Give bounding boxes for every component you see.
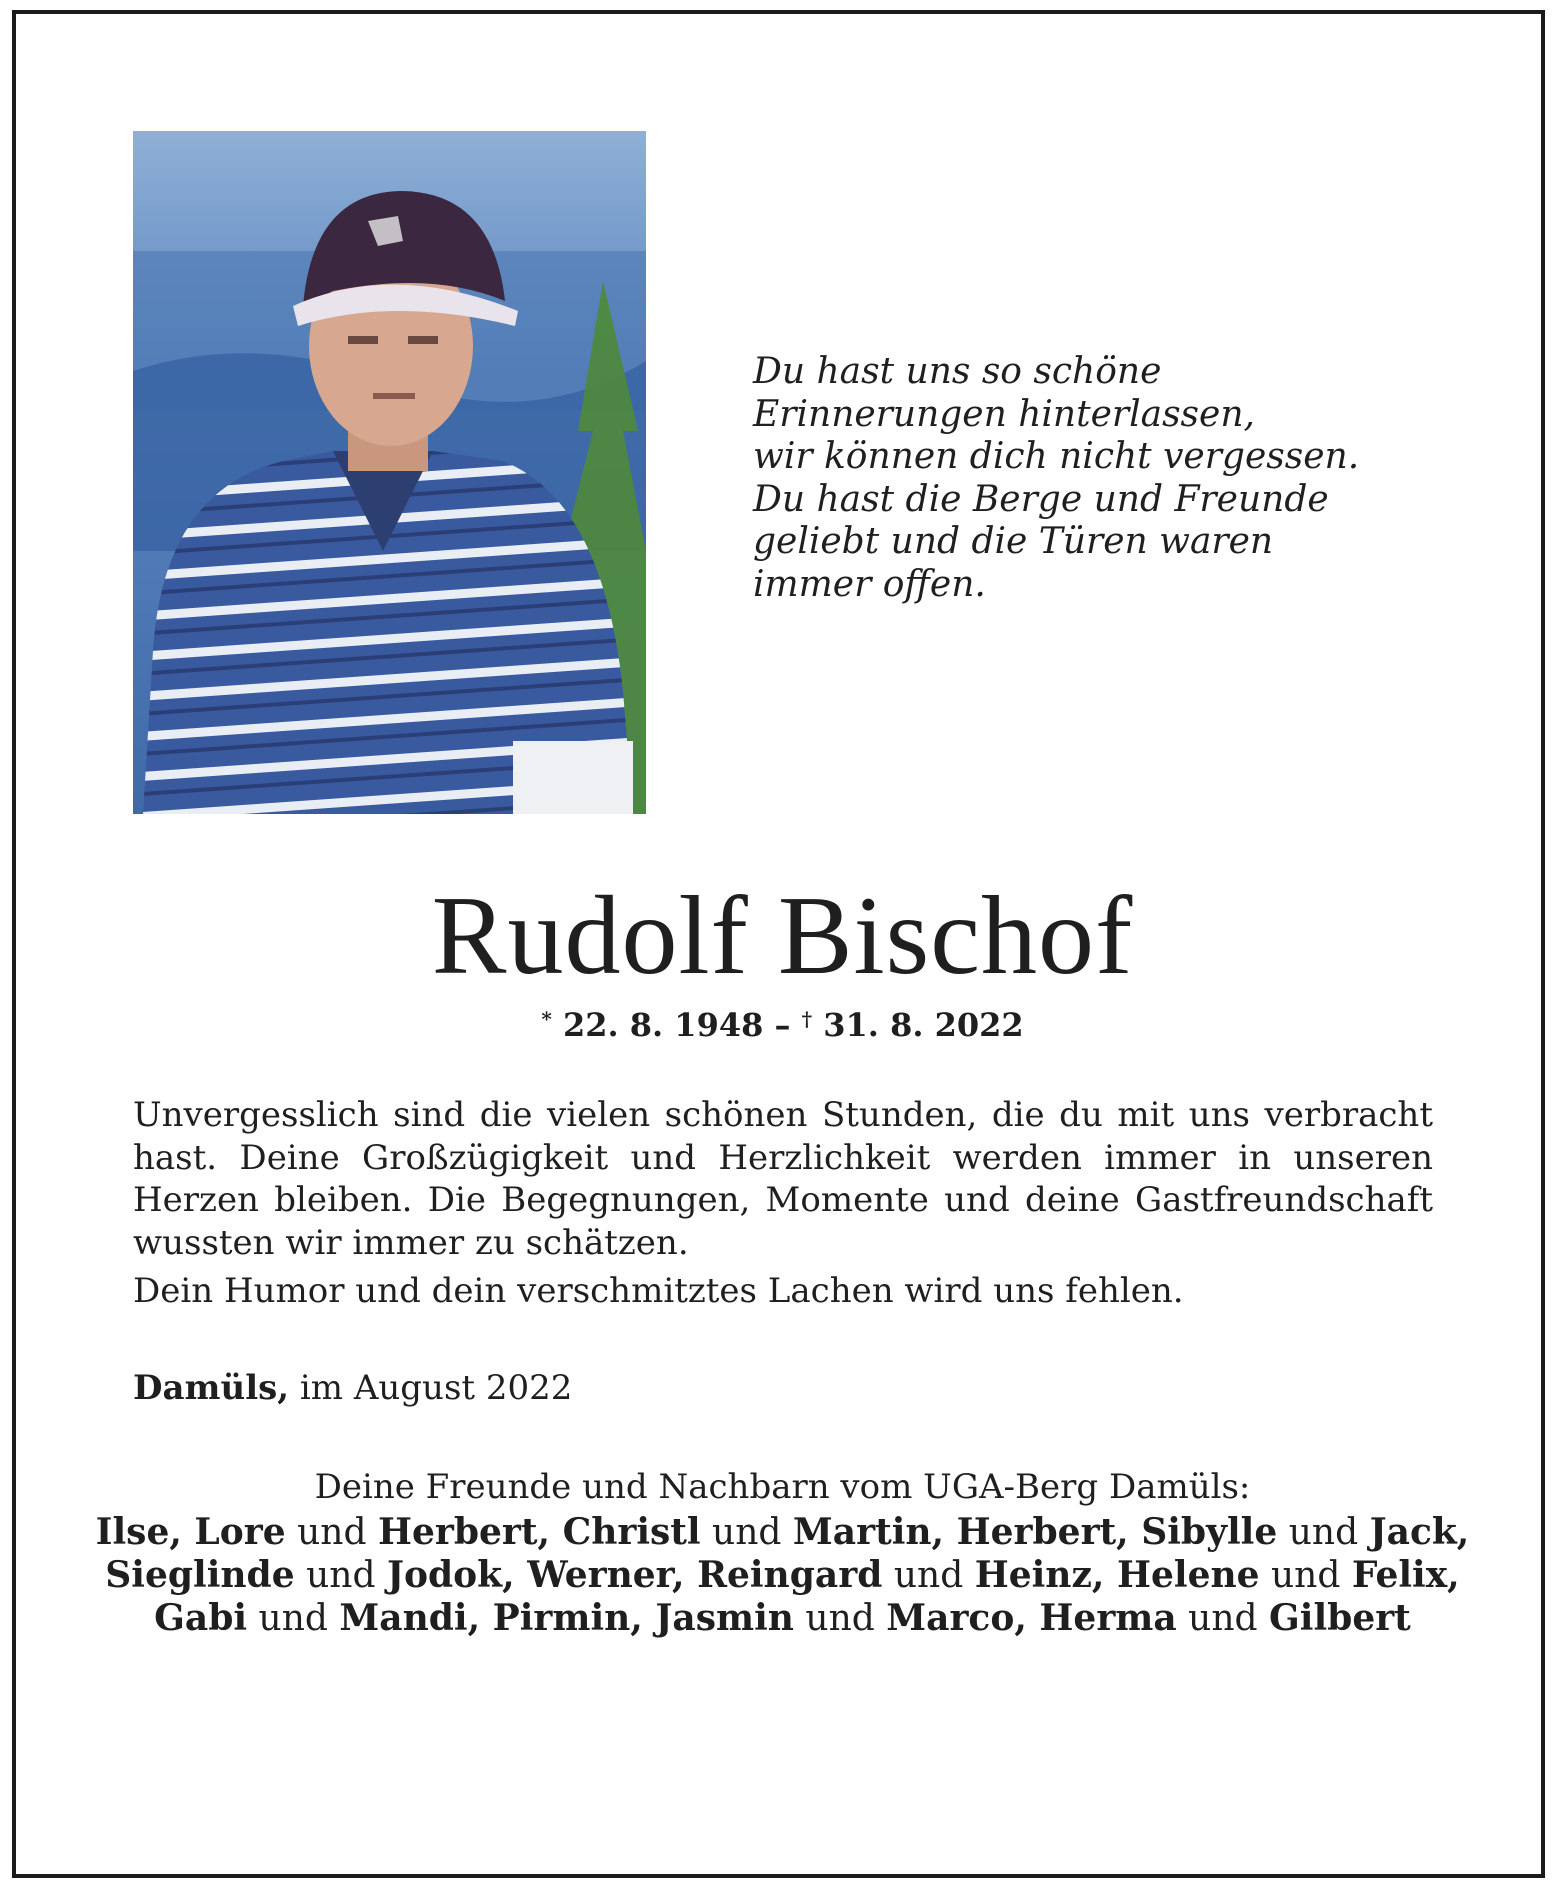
signer-name: Gabi xyxy=(154,1597,248,1639)
place-month: im August 2022 xyxy=(289,1368,573,1408)
death-symbol: † xyxy=(801,1007,813,1031)
signer-name: Heinz, xyxy=(974,1554,1117,1596)
tribute-paragraph: Dein Humor und dein verschmitztes Lachen wird uns fehlen. xyxy=(133,1271,1184,1311)
quote-line: geliebt und die Türen waren xyxy=(753,521,1274,562)
quote-line: Du hast uns so schöne xyxy=(753,351,1162,392)
signer-conjunction: und xyxy=(1277,1512,1370,1553)
signer-name: Christl xyxy=(562,1511,701,1553)
quote-line: wir können dich nicht vergessen. xyxy=(753,436,1360,477)
signers-line xyxy=(76,1597,1489,1640)
signer-name: Jack, xyxy=(1369,1511,1470,1553)
signer-name: Herbert, xyxy=(956,1511,1142,1553)
signer-name: Jodok, xyxy=(386,1554,528,1596)
signer-name: Pirmin, xyxy=(492,1597,656,1639)
tribute-paragraph: Unvergesslich sind die vielen schönen Stunden, die du mit uns verbracht hast. Deine Großzügigkeit und Herzlichkeit werden immer in unseren Herzen bleiben. Die Begegnungen, Momente und deine Gastfreundschaft wussten wir immer zu schätzen. xyxy=(133,1095,1433,1263)
quote-line: Erinnerungen hinterlassen, xyxy=(753,393,1255,435)
place-town: Damüls, xyxy=(133,1368,290,1408)
portrait-photo xyxy=(133,131,646,814)
signer-conjunction: und xyxy=(793,1598,887,1639)
signer-name: Martin, xyxy=(792,1511,957,1553)
signer-conjunction: und xyxy=(294,1555,387,1596)
birth-date: 22. 8. 1948 xyxy=(562,1006,764,1044)
signer-name: Herma xyxy=(1039,1597,1177,1639)
signer-conjunction: und xyxy=(285,1512,378,1553)
signer-name: Ilse, xyxy=(95,1511,195,1553)
life-dates xyxy=(16,999,1549,1045)
signer-name: Mandi, xyxy=(339,1597,493,1639)
quote-line: Du hast die Berge und Freunde xyxy=(753,478,1329,520)
birth-symbol: * xyxy=(541,1007,552,1031)
signer-name: Gilbert xyxy=(1269,1597,1411,1639)
signer-conjunction: und xyxy=(247,1598,340,1639)
signer-name: Jasmin xyxy=(655,1597,794,1639)
signers-line xyxy=(76,1511,1489,1554)
death-date: 31. 8. 2022 xyxy=(823,1006,1024,1044)
tribute-text xyxy=(133,1094,1433,1313)
signers-list xyxy=(76,1511,1489,1640)
signers-line xyxy=(76,1554,1489,1597)
signer-conjunction: und xyxy=(1259,1555,1352,1596)
memorial-quote xyxy=(753,351,1360,606)
signers-intro: Deine Freunde und Nachbarn vom UGA-Berg Damüls: xyxy=(314,1467,1251,1507)
signer-name: Herbert, xyxy=(377,1511,563,1553)
signer-name: Marco, xyxy=(886,1597,1040,1639)
quote-line: immer offen. xyxy=(753,563,986,605)
date-separator: – xyxy=(774,1006,791,1044)
signer-conjunction: und xyxy=(1176,1598,1270,1639)
signer-name: Helene xyxy=(1116,1554,1260,1596)
signer-name: Sieglinde xyxy=(105,1554,295,1596)
signer-conjunction: und xyxy=(882,1555,975,1596)
signer-name: Sibylle xyxy=(1141,1511,1278,1553)
place-date xyxy=(133,1367,572,1409)
signer-name: Lore xyxy=(194,1511,286,1553)
signer-name: Felix, xyxy=(1351,1554,1460,1596)
deceased-name: Rudolf Bischof xyxy=(431,874,1134,998)
signer-conjunction: und xyxy=(700,1512,793,1553)
signer-name: Reingard xyxy=(697,1554,883,1596)
notice-frame xyxy=(12,10,1545,1878)
signer-name: Werner, xyxy=(527,1554,698,1596)
